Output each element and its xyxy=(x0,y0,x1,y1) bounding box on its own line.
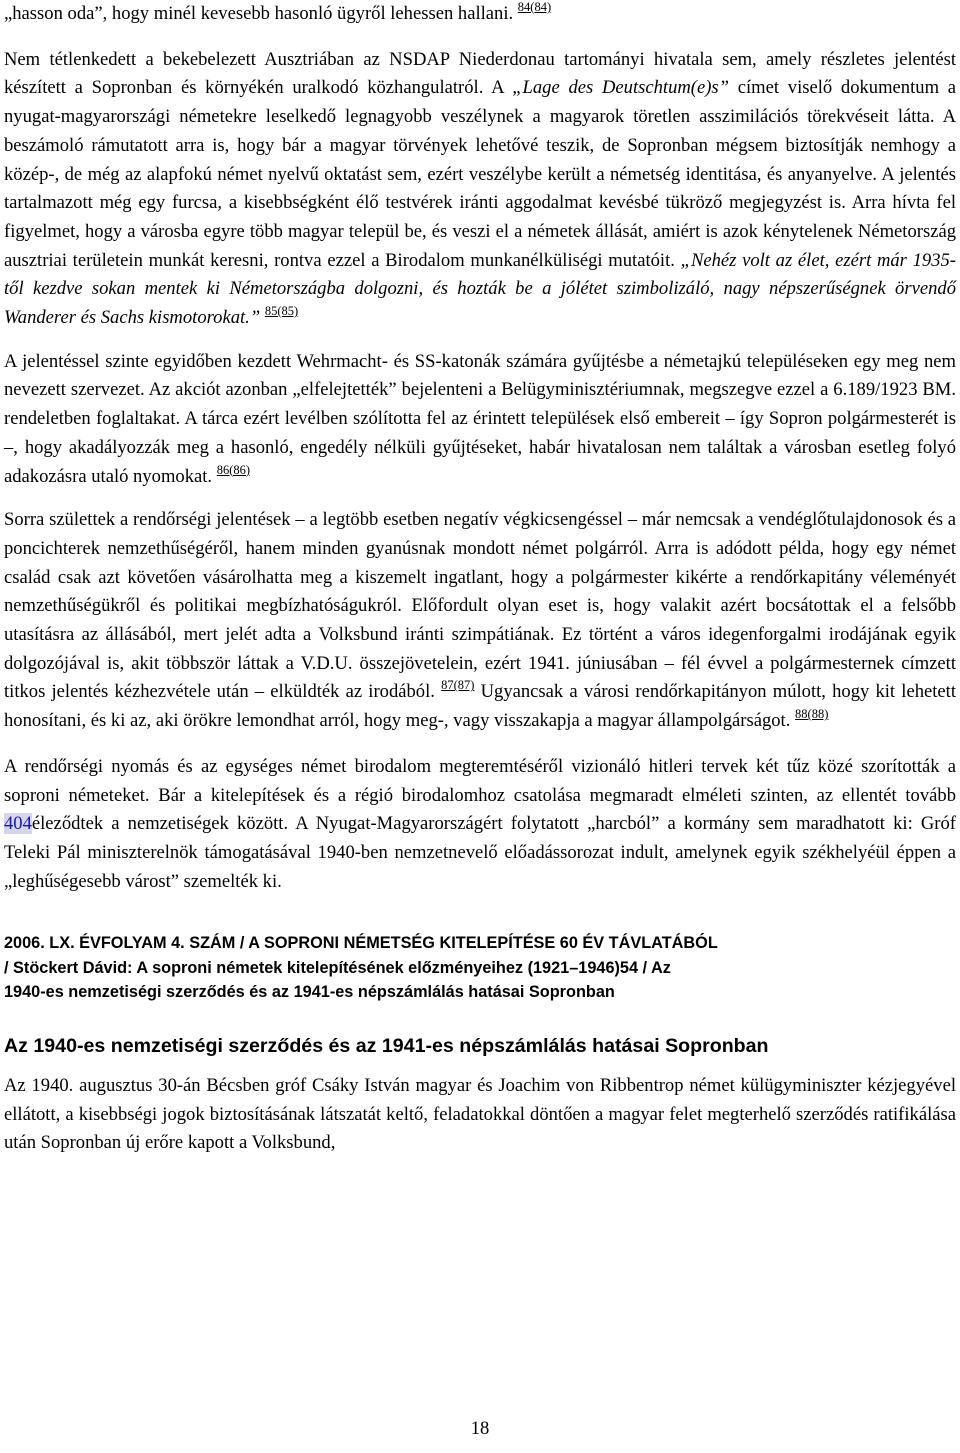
paragraph-3 xyxy=(4,348,956,492)
paragraph-1-text: „hasson oda”, hogy minél kevesebb hasonló ügyről lehessen hallani. xyxy=(4,3,514,24)
paragraph-2-italic-quote: „Nehéz volt az élet, ezért már 1935-től kezdve sokan mentek ki Németországba dolgozni, és hozták be a jólétet szimbolizáló, nagy népszerűségnek örvendő Wanderer és Sachs kismotorokat.” xyxy=(4,249,956,329)
paragraph-4-text-b: Ugyancsak a városi rendőrkapitányon múlott, hogy kit lehetett honosítani, és ki az, aki örökre lemondhat arról, hogy meg-, vagy visszakapja a magyar állampolgárságot. xyxy=(4,681,956,732)
section-heading: Az 1940-es nemzetiségi szerződés és az 1941-es népszámlálás hatásai Sopronban xyxy=(4,1034,769,1057)
footnote-link-87[interactable]: 87(87) xyxy=(441,678,475,693)
paragraph-2-text-b: címet viselő dokumentum a nyugat-magyarországi németekre leselkedő legnagyobb veszélynek a magyarok töretlen asszimilációs törekvéseit látta. A beszámoló rámutatott arra is, hogy bár a magyar törvények lehetővé teszik, de Sopronban mégsem biztosítják nemhogy a közép-, de még az alapfokú német nyelvű oktatást sem, ezért veszélybe került a németség identitása, és anyanyelve. A jelentés tartalmazott még egy furcsa, a kisebbségként élő testvérek iránti aggodalmat kevésbé tükröző megjegyzést is. Arra hívta fel figyelmet, hogy a városba egyre több magyar települ be, és veszi el a németek állását, amiért is azok kénytelenek Németország ausztriai területein munkát keresni, rontva ezzel a Birodalom munkanélküliségi mutatóit. xyxy=(4,77,957,271)
series-line-1: 2006. LX. ÉVFOLYAM 4. SZÁM / A SOPRONI NÉMETSÉG KITELEPÍTÉSE 60 ÉV TÁVLATÁBÓL xyxy=(4,934,718,953)
series-breadcrumb xyxy=(4,931,956,1005)
footnote-link-85[interactable]: 85(85) xyxy=(264,304,299,319)
paragraph-2 xyxy=(4,46,956,333)
paragraph-3-text: A jelentéssel szinte egyidőben kezdett Wehrmacht- és SS-katonák számára gyűjtésbe a németajkú településeken egy meg nem nevezett szervezet. Az akciót azonban „elfelejtették” bejelenteni a Belügyminisztériumnak, megszegve ezzel a 6.189/1923 BM. rendeletben foglaltakat. A tárca ezért levélben szólította fel az érintett települések első embereit – így Sopron polgármesterét is –, hogy akadályozzák meg a hasonló, engedély nélküli gyűjtéseket, habár hivatalosan nem találtak a városban esetleg folyó adakozásra utaló nyomokat. xyxy=(4,350,956,487)
paragraph-4-text-a: Sorra születtek a rendőrségi jelentések – a legtöbb esetben negatív végkicsengéssel – már nemcsak a vendéglőtulajdonosok és a poncichterek nemzethűségéről, hanem minden gyanúsnak mondott német polgárról. Arra is adódott példa, hogy egy német család csak azt követően vásárolhatta meg a kiszemelt ingatlant, hogy a polgármester kikérte a rendőrkapitány véleményét nemzethűségükről és politikai megbízhatóságukról. Előfordult olyan eset is, hogy valakit azért bocsátottak el a felsőbb utasításra az állásából, mert jelét adta a Volksbund iránti szimpátiának. Ez történt a város idegenforgalmi irodájának egyik dolgozójával is, akit többször láttak a V.D.U. összejövetelein, ezért 1941. júniusában – fél évvel a polgármesternek címzett titkos jelentés kézhezvétele után – elküldték az irodából. xyxy=(4,509,956,703)
paragraph-6 xyxy=(4,1072,956,1158)
paragraph-5-text-a: A rendőrségi nyomás és az egységes német birodalom megteremtéséről vizionáló hitleri tervek két tűz közé szorították a soproni németeket. Bár a kitelepítések és a régió birodalomhoz csatolása megmaradt elméleti szinten, az ellentét tovább xyxy=(4,755,956,806)
footnote-link-86[interactable]: 86(86) xyxy=(216,462,251,477)
paragraph-2-italic-title: „Lage des Deutschtum(e)s” xyxy=(512,77,730,99)
footnote-link-88[interactable]: 88(88) xyxy=(795,707,829,722)
series-line-2: / Stöckert Dávid: A soproni németek kitelepítésének előzményeihez (1921–1946)54 / Az xyxy=(4,958,671,977)
paragraph-5-text-b: éleződtek a nemzetiségek között. A Nyugat-Magyarországért folytatott „harcból” a kormány sem maradhatott ki: Gróf Teleki Pál miniszterelnök támogatásával 1940-ben nemzetnevelő előadássorozat indult, amelynek egyik székhelyéül éppen a „leghűségesebb várost” szemelték ki. xyxy=(4,813,956,892)
footnote-link-84[interactable]: 84(84) xyxy=(517,0,552,14)
paragraph-1 xyxy=(4,0,956,29)
paragraph-5 xyxy=(4,753,956,897)
paragraph-2-text-a: Nem tétlenkedett a bekebelezett Ausztriában az NSDAP Niederdonau tartományi hivatala sem, amely részletes jelentést készített a Sopronban és környékén uralkodó közhangulatról. A xyxy=(4,48,956,99)
page-number-link-404[interactable]: 404 xyxy=(4,813,32,835)
paragraph-4 xyxy=(4,506,956,736)
series-line-3: 1940-es nemzetiségi szerződés és az 1941-es népszámlálás hatásai Sopronban xyxy=(4,983,615,1002)
page-number: 18 xyxy=(470,1418,490,1439)
document-page xyxy=(4,0,956,1158)
paragraph-6-text: Az 1940. augusztus 30-án Bécsben gróf Csáky István magyar és Joachim von Ribbentrop német külügyminiszter kézjegyével ellátott, a kisebbségi jogok biztosításának látszatát keltő, feladatokkal döntően a magyar felet megterhelő szerződés ratifikálása után Sopronban új erőre kapott a Volksbund, xyxy=(4,1074,956,1154)
